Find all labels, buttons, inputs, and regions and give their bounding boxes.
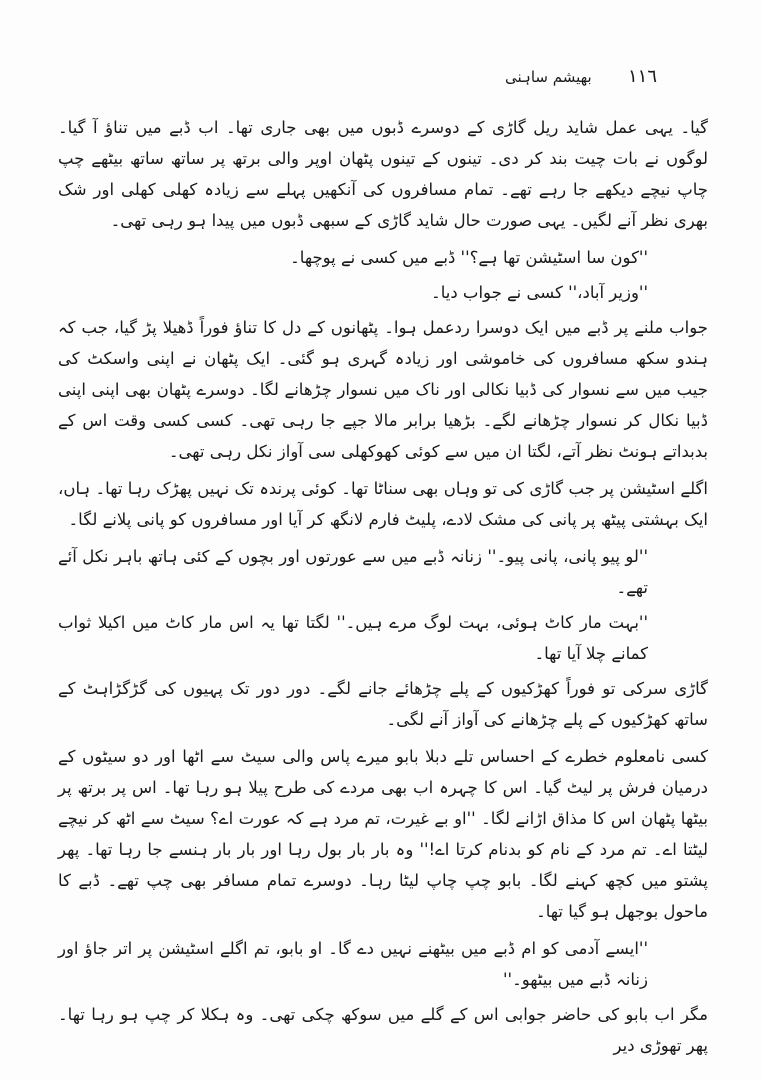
- author-running-head: بھیشم ساہنی: [505, 68, 592, 86]
- paragraph: کسی نامعلوم خطرے کے احساس تلے دبلا بابو میرے پاس والی سیٹ سے اٹھا اور دو سیٹوں کے درمیان فرش پر لیٹ گیا۔ اس کا چہرہ اب بھی مردے کی طرح پیلا ہو رہا تھا۔ اس پر برتھ پر بیٹھا پٹھان اس کا مذاق اڑانے لگا۔ ''او بے غیرت، تم مرد ہے کہ عورت اے؟ سیٹ سے اٹھ کر نیچے لیٹتا اے۔ تم مرد کے نام کو بدنام کرتا اے!'' وہ بار بار بول رہا اور بار بار ہنسے جا رہا تھا۔ پھر پشتو میں کچھ کہنے لگا۔ بابو چپ چاپ لیٹا رہا۔ دوسرے تمام مسافر بھی چپ تھے۔ ڈبے کا ماحول بوجھل ہو گیا تھا۔: [58, 747, 708, 921]
- body-text: [58, 112, 708, 1067]
- dialogue-line: ''ایسے آدمی کو ام ڈبے میں بیٹھنے نہیں دے گا۔ او بابو، تم اگلے اسٹیشن پر اتر جاؤ اور زنانہ ڈبے میں بیٹھو۔'': [58, 939, 648, 989]
- page-number: ١١٦: [628, 66, 658, 87]
- dialogue-line: ''وزیر آباد،'' کسی نے جواب دیا۔: [431, 283, 648, 302]
- paragraph: گاڑی سرکی تو فوراً کھڑکیوں کے پلے چڑھائے جانے لگے۔ دور دور تک پہیوں کی گڑگڑاہٹ کے ساتھ کھڑکیوں کے پلے چڑھانے کی آواز آنے لگی۔: [58, 679, 708, 729]
- paragraph: اگلے اسٹیشن پر جب گاڑی کی تو وہاں بھی سناٹا تھا۔ کوئی پرندہ تک نہیں پھڑک رہا تھا۔ ہاں، ایک بہشتی پیٹھ پر پانی کی مشک لادے، پلیٹ فارم لانگھ کر آیا اور مسافروں کو پانی پلانے لگا۔: [58, 479, 708, 529]
- paragraph: مگر اب بابو کی حاضر جوابی اس کے گلے میں سوکھ چکی تھی۔ وہ ہکلا کر چپ ہو رہا تھا۔ پھر تھوڑی دیر: [58, 1005, 708, 1055]
- dialogue-line: ''کون سا اسٹیشن تھا ہے؟'' ڈبے میں کسی نے پوچھا۔: [290, 248, 648, 267]
- dialogue-line: ''بہت مار کاٹ ہوئی، بہت لوگ مرے ہیں۔'' لگتا تھا یہ اس مار کاٹ میں اکیلا ثواب کمانے چلا آیا تھا۔: [58, 613, 648, 663]
- page-header: [0, 62, 761, 92]
- dialogue-line: ''لو پیو پانی، پانی پیو۔'' زنانہ ڈبے میں سے عورتوں اور بچوں کے کئی ہاتھ باہر نکل آئے تھے۔: [58, 547, 648, 597]
- paragraph: جواب ملنے پر ڈبے میں ایک دوسرا ردعمل ہوا۔ پٹھانوں کے دل کا تناؤ فوراً ڈھیلا پڑ گیا، جب کہ ہندو سکھ مسافروں کی خاموشی اور زیادہ گہری ہو گئی۔ ایک پٹھان نے اپنی واسکٹ کی جیب میں سے نسوار کی ڈبیا نکالی اور ناک میں نسوار چڑھانے لگا۔ دوسرے پٹھان بھی اپنی اپنی ڈبیا نکال کر نسوار چڑھانے لگے۔ بڑھیا برابر مالا جپے جا رہی تھی۔ کسی کسی وقت اس کے بدبداتے ہونٹ نظر آتے، لگتا ان میں سے کوئی کھوکھلی سی آواز نکل رہی تھی۔: [58, 318, 708, 461]
- paragraph: گیا۔ یہی عمل شاید ریل گاڑی کے دوسرے ڈبوں میں بھی جاری تھا۔ اب ڈبے میں تناؤ آ گیا۔ لوگوں نے بات چیت بند کر دی۔ تینوں کے تینوں پٹھان اوپر والی برتھ پر ساتھ ساتھ بیٹھے چپ چاپ نیچے دیکھے جا رہے تھے۔ تمام مسافروں کی آنکھیں پہلے سے زیادہ کھلی کھلی اور شک بھری نظر آنے لگیں۔ یہی صورت حال شاید گاڑی کے سبھی ڈبوں میں پیدا ہو رہی تھی۔: [58, 118, 708, 230]
